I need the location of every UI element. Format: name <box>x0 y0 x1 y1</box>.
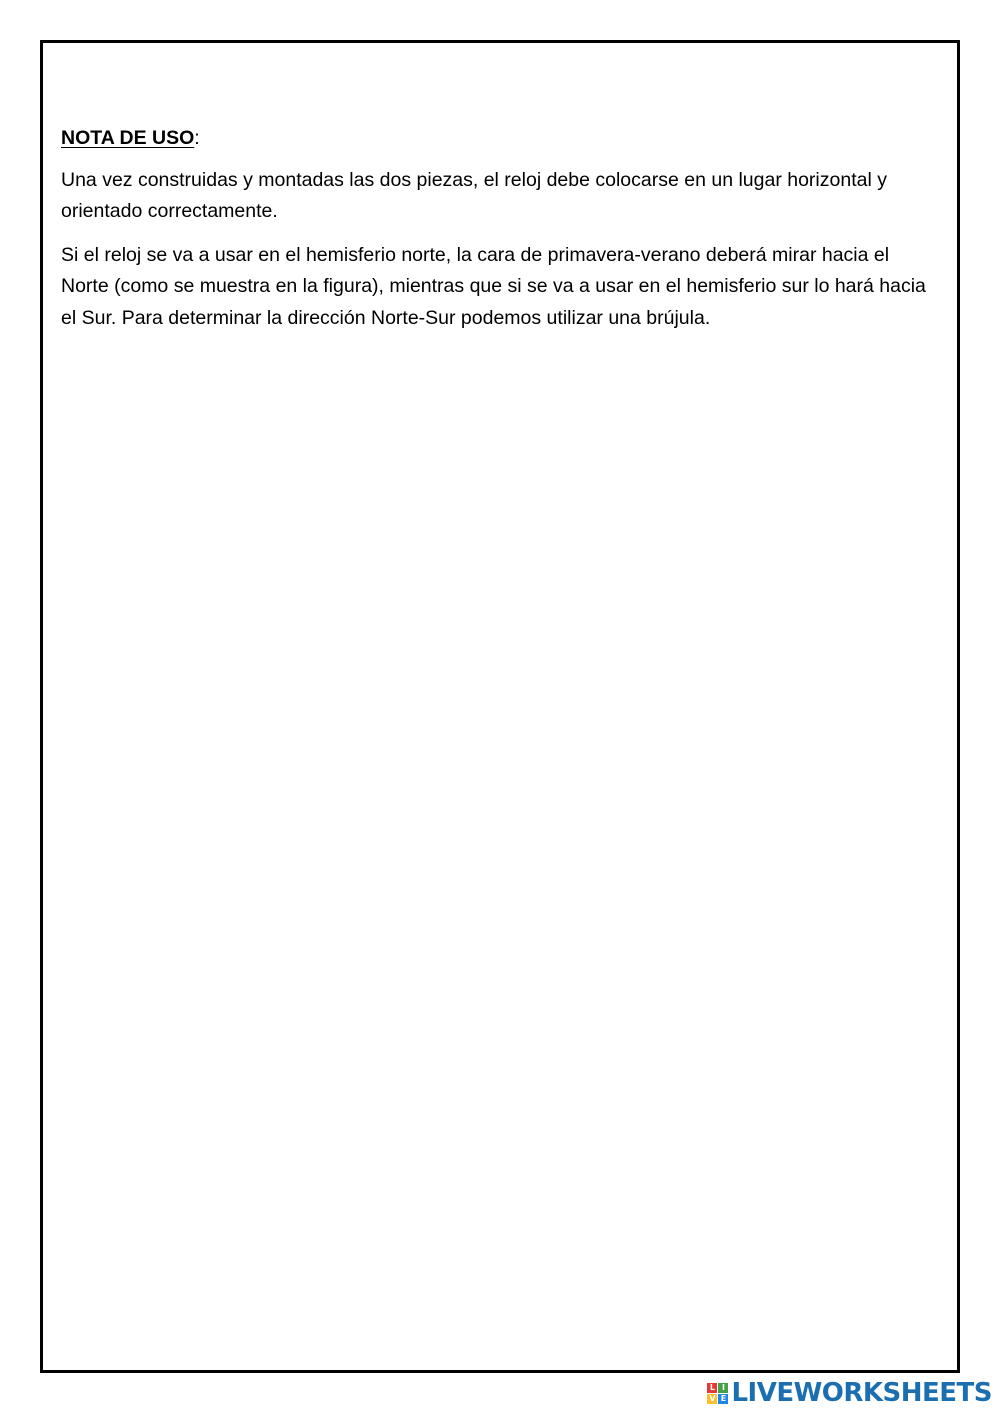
paragraph-orientation: Si el reloj se va a usar en el hemisferio norte, la cara de primavera-verano deberá mirar hacia el Norte (como se muestra en la figura), mientras que si se va a usar en el hemisferio sur lo hará hacia el Sur. Para determinar la dirección Norte-Sur podemos utilizar una brújula. <box>61 243 926 329</box>
note-heading-colon: : <box>194 127 200 149</box>
note-heading <box>61 123 941 155</box>
liveworksheets-wordmark: LIVEWORKSHEETS <box>731 1378 992 1408</box>
page-frame <box>40 40 960 1373</box>
document-body <box>61 123 941 346</box>
paragraph-assembly: Una vez construidas y montadas las dos piezas, el reloj debe colocarse en un lugar horizontal y orientado correctamente. <box>61 168 887 222</box>
liveworksheets-brand <box>707 1377 992 1409</box>
note-heading-title: NOTA DE USO <box>61 127 195 149</box>
liveworksheets-logo-icon: L I V E <box>707 1383 728 1404</box>
